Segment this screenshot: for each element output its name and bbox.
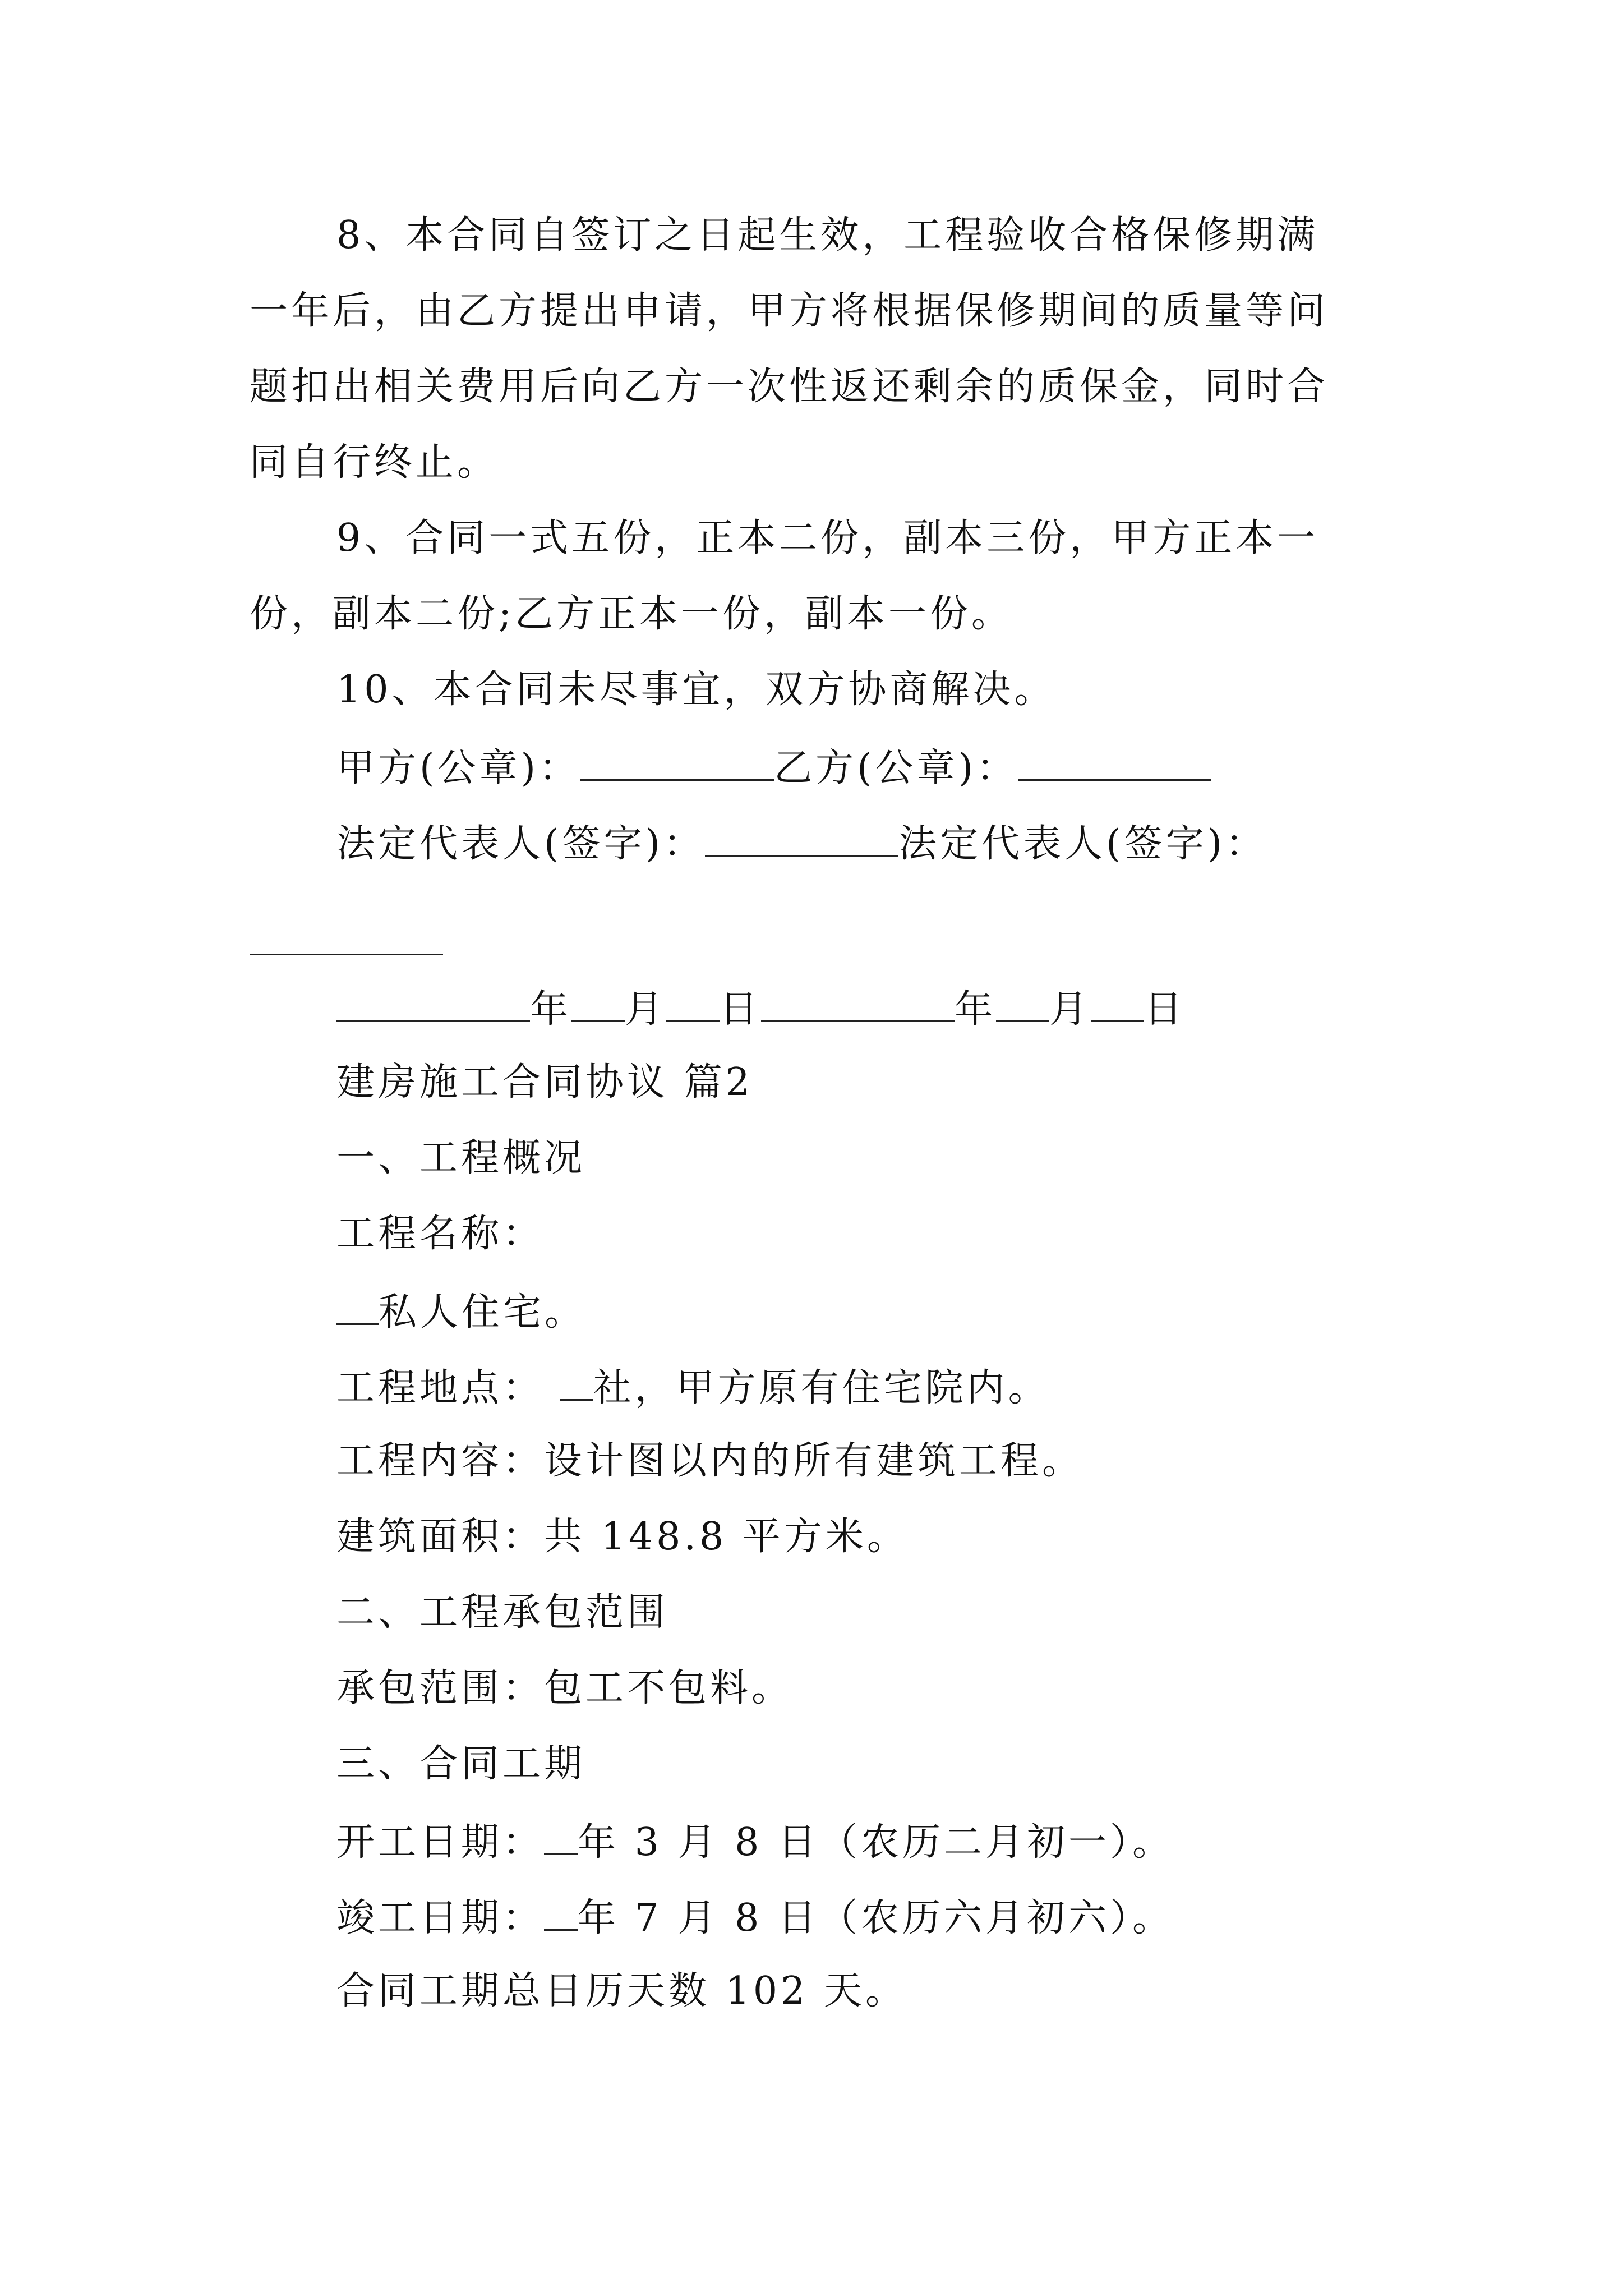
project-name-line [336,1287,586,1335]
date-b-year: 年 [955,987,997,1032]
project-name-blank [336,1287,379,1325]
project-overview-heading: 一、工程概况 [336,1136,586,1180]
party-a-seal-blank [580,743,774,781]
section-2-heading: 建房施工合同协议 篇2 [336,1060,753,1105]
date-a-year: 年 [530,987,572,1032]
seal-line [336,743,1211,791]
project-location-label: 工程地点： [336,1366,545,1410]
clause-8-line-3: 题扣出相关费用后向乙方一次性返还剩余的质保金，同时合 [250,365,1329,409]
party-a-rep-blank [705,819,898,857]
scope-heading: 二、工程承包范围 [336,1590,669,1635]
building-area: 建筑面积：共 148.8 平方米。 [336,1515,909,1559]
start-date-blank [544,1818,578,1855]
party-b-seal-label: 乙方(公章)： [774,746,1018,790]
project-name-label: 工程名称： [336,1212,545,1256]
project-content: 工程内容：设计图以内的所有建筑工程。 [336,1439,1084,1483]
clause-9-line-2: 份，副本二份;乙方正本一份，副本一份。 [250,592,1013,636]
completion-date-line [336,1893,1174,1941]
party-a-seal-label: 甲方(公章)： [336,746,581,790]
clause-9-line-1: 9、合同一式五份，正本二份，副本三份，甲方正本一 [336,516,1319,560]
completion-date-blank [544,1893,578,1931]
start-date-label: 开工日期： [336,1820,545,1865]
start-date-line [336,1818,1174,1865]
total-duration: 合同工期总日历天数 102 天。 [336,1969,907,2013]
project-name-value: 私人住宅。 [379,1290,587,1335]
party-b-rep-blank [250,954,443,955]
completion-date-label: 竣工日期： [336,1896,545,1940]
date-a-month-blank [571,984,625,1022]
date-b-month: 月 [1049,987,1091,1032]
date-b-month-blank [996,984,1049,1022]
party-b-seal-blank [1018,743,1211,781]
date-b-day-blank [1091,984,1144,1022]
project-location-line [336,1363,1050,1411]
date-a-month: 月 [625,987,667,1032]
project-location-blank [560,1363,593,1401]
date-a-day-blank [666,984,720,1022]
date-a-day: 日 [720,987,762,1032]
schedule-heading: 三、合同工期 [336,1742,586,1786]
date-b-year-blank [761,984,955,1022]
date-line [336,984,1186,1032]
completion-date-value: 年 7 月 8 日（农历六月初六）。 [578,1896,1174,1940]
scope-text: 承包范围：包工不包料。 [336,1666,794,1710]
representative-line [336,819,1267,867]
party-b-rep-label: 法定代表人(签字)： [898,822,1267,866]
clause-10: 10、本合同未尽事宜，双方协商解决。 [336,668,1056,712]
clause-8-line-4: 同自行终止。 [250,440,499,485]
start-date-value: 年 3 月 8 日（农历二月初一）。 [578,1820,1174,1865]
project-location-value: 社，甲方原有住宅院内。 [593,1366,1050,1410]
date-a-year-blank [336,984,530,1022]
party-a-rep-label: 法定代表人(签字)： [336,822,706,866]
clause-8-line-2: 一年后，由乙方提出申请，甲方将根据保修期间的质量等问 [250,289,1329,333]
date-b-day: 日 [1144,987,1186,1032]
clause-8-line-1: 8、本合同自签订之日起生效，工程验收合格保修期满 [336,213,1319,257]
